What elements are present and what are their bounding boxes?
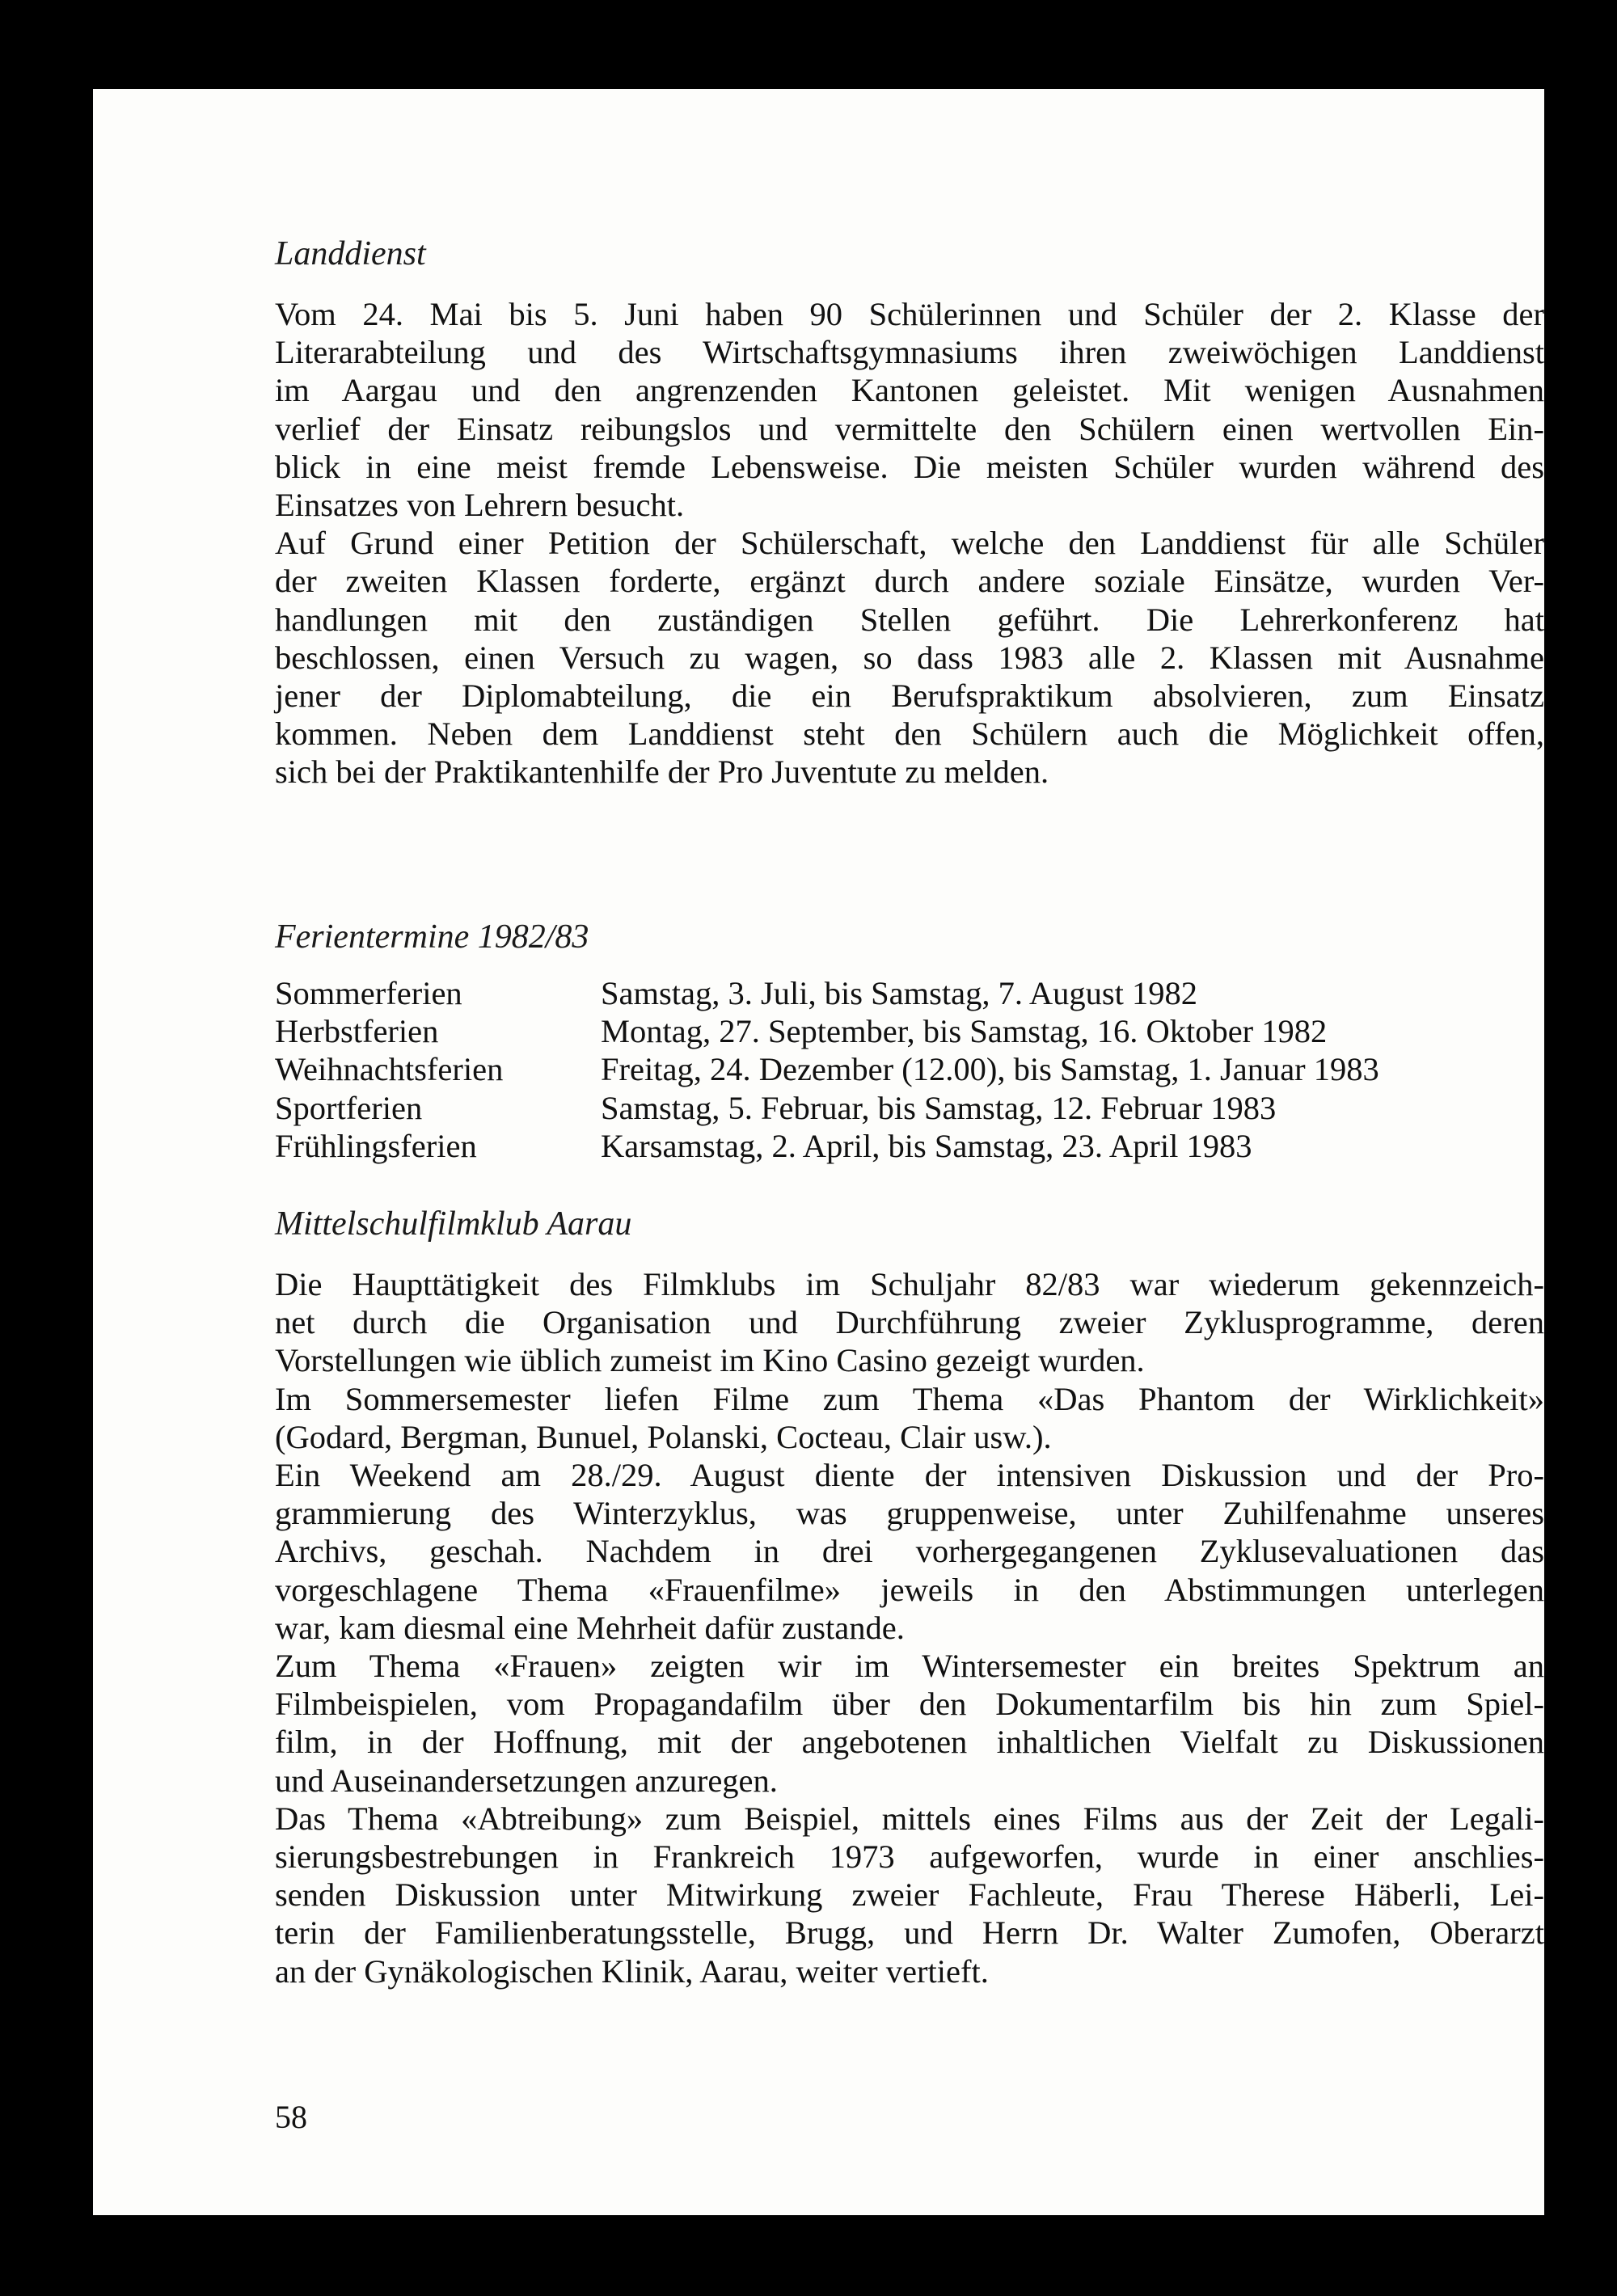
text-line: Einsatzes von Lehrern besucht. [275, 487, 685, 524]
holiday-dates: Karsamstag, 2. April, bis Samstag, 23. April 1983 [601, 1127, 1252, 1164]
text-line: sierungsbestrebungen in Frankreich 1973 aufgeworfen, wurde in einer anschlies- [275, 1838, 1544, 1876]
text-line: Zum Thema «Frauen» zeigten wir im Wintersemester ein breites Spektrum an [275, 1648, 1544, 1685]
holiday-dates: Freitag, 24. Dezember (12.00), bis Samstag, 1. Januar 1983 [601, 1051, 1379, 1088]
holiday-name: Sommerferien [275, 975, 462, 1011]
text-line: blick in eine meist fremde Lebensweise. Die meisten Schüler wurden während des [275, 448, 1544, 485]
text-line: Im Sommersemester liefen Filme zum Thema «Das Phantom der Wirklichkeit» [275, 1380, 1544, 1417]
filmklub-text [275, 1265, 1544, 1990]
holiday-row [275, 1127, 1488, 1165]
paragraph [275, 1265, 1544, 1380]
text-line: terin der Familienberatungsstelle, Brugg, und Herrn Dr. Walter Zumofen, Oberarzt [275, 1914, 1544, 1952]
text-line: Vorstellungen wie üblich zumeist im Kino Casino gezeigt wurden. [275, 1342, 1145, 1379]
paragraph [275, 1800, 1544, 1990]
text-line: handlungen mit den zuständigen Stellen geführt. Die Lehrerkonferenz hat [275, 601, 1544, 638]
text-line: vorgeschlagene Thema «Frauenfilme» jeweils in den Abstimmungen unterlegen [275, 1571, 1544, 1608]
text-line: beschlossen, einen Versuch zu wagen, so dass 1983 alle 2. Klassen mit Ausnahme [275, 639, 1544, 676]
text-line: senden Diskussion unter Mitwirkung zweier Fachleute, Frau Therese Häberli, Lei- [275, 1876, 1544, 1914]
holiday-dates: Samstag, 5. Februar, bis Samstag, 12. Februar 1983 [601, 1089, 1277, 1126]
text-line: Die Haupttätigkeit des Filmklubs im Schuljahr 82/83 war wiederum gekennzeich- [275, 1266, 1544, 1302]
text-line: Vom 24. Mai bis 5. Juni haben 90 Schülerinnen und Schüler der 2. Klasse der [275, 296, 1544, 332]
text-line: (Godard, Bergman, Bunuel, Polanski, Cocteau, Clair usw.). [275, 1418, 1052, 1455]
holiday-name: Herbstferien [275, 1013, 439, 1050]
text-line: jener der Diplomabteilung, die ein Berufspraktikum absolvieren, zum Einsatz [275, 677, 1544, 715]
text-line: war, kam diesmal eine Mehrheit dafür zustande. [275, 1609, 905, 1646]
holiday-dates: Samstag, 3. Juli, bis Samstag, 7. August 1982 [601, 975, 1198, 1011]
text-line: der zweiten Klassen forderte, ergänzt durch andere soziale Einsätze, wurden Ver- [275, 563, 1544, 600]
text-line: verlief der Einsatz reibungslos und vermittelte den Schülern einen wertvollen Ein- [275, 410, 1544, 447]
text-line: kommen. Neben dem Landdienst steht den Schülern auch die Möglichkeit offen, [275, 715, 1544, 753]
holiday-table [275, 974, 1488, 1165]
text-line: Ein Weekend am 28./29. August diente der intensiven Diskussion und der Pro- [275, 1457, 1544, 1494]
text-line: Literarabteilung und des Wirtschaftsgymnasiums ihren zweiwöchigen Landdienst [275, 334, 1544, 371]
section-heading-filmklub: Mittelschulfilmklub Aarau [275, 1205, 632, 1243]
holiday-name: Weihnachtsferien [275, 1051, 504, 1088]
text-line: Das Thema «Abtreibung» zum Beispiel, mittels eines Films aus der Zeit der Legali- [275, 1800, 1544, 1837]
page-number: 58 [275, 2099, 307, 2135]
holiday-row [275, 1089, 1488, 1127]
text-line: grammierung des Winterzyklus, was gruppenweise, unter Zuhilfenahme unseres [275, 1495, 1544, 1532]
section-heading-landdienst: Landdienst [275, 235, 426, 272]
section-heading-ferientermine: Ferientermine 1982/83 [275, 918, 589, 956]
text-line: film, in der Hoffnung, mit der angebotenen inhaltlichen Vielfalt zu Diskussionen [275, 1724, 1544, 1761]
document-page [93, 89, 1544, 2215]
text-line: Filmbeispielen, vom Propagandafilm über den Dokumentarfilm bis hin zum Spiel- [275, 1686, 1544, 1723]
holiday-dates: Montag, 27. September, bis Samstag, 16. Oktober 1982 [601, 1013, 1328, 1050]
text-line: Auf Grund einer Petition der Schülerschaft, welche den Landdienst für alle Schüler [275, 525, 1544, 562]
text-line: Archivs, geschah. Nachdem in drei vorhergegangenen Zyklusevaluationen das [275, 1533, 1544, 1570]
holiday-row [275, 974, 1488, 1012]
text-line: und Auseinandersetzungen anzuregen. [275, 1762, 778, 1799]
holiday-row [275, 1050, 1488, 1088]
holiday-name: Frühlingsferien [275, 1127, 477, 1164]
text-line: im Aargau und den angrenzenden Kantonen geleistet. Mit wenigen Ausnahmen [275, 372, 1544, 409]
holiday-name: Sportferien [275, 1089, 423, 1126]
paragraph [275, 1456, 1544, 1647]
paragraph [275, 295, 1544, 524]
paragraph [275, 1647, 1544, 1800]
text-line: sich bei der Praktikantenhilfe der Pro Juventute zu melden. [275, 753, 1049, 791]
text-line: an der Gynäkologischen Klinik, Aarau, weiter vertieft. [275, 1952, 989, 1990]
text-line: net durch die Organisation und Durchführung zweier Zyklusprogramme, deren [275, 1304, 1544, 1341]
landdienst-text [275, 295, 1544, 791]
holiday-row [275, 1012, 1488, 1050]
paragraph [275, 1380, 1544, 1456]
paragraph [275, 524, 1544, 791]
